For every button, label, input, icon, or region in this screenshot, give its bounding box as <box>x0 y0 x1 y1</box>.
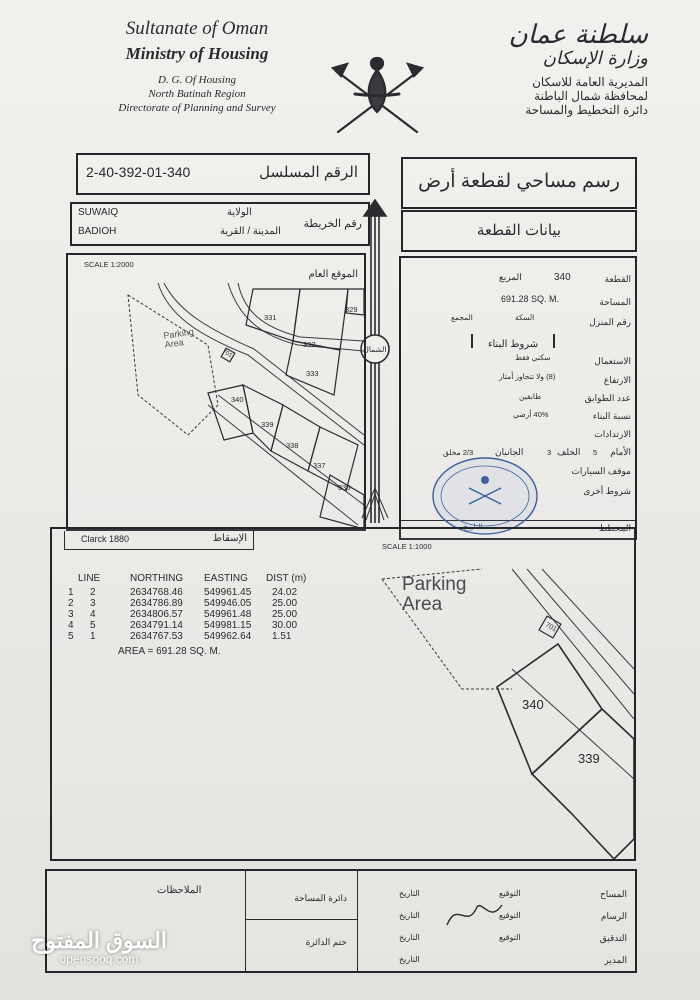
table-cell: 1.51 <box>272 631 292 642</box>
table-cell: 25.00 <box>272 609 298 620</box>
header-en-line2: Ministry of Housing <box>125 44 269 63</box>
table-cell: 2634786.89 <box>130 598 183 609</box>
height-label: الارتفاع <box>603 375 631 385</box>
table-row <box>68 620 338 631</box>
header-ar-line3: المديرية العامة للاسكان <box>532 75 648 89</box>
header-ar-line5: دائرة التخطيط والمساحة <box>525 103 648 117</box>
table-cell: 2634768.46 <box>130 587 183 598</box>
house-sub-label: المجمع <box>451 313 473 322</box>
area-summary: AREA = 691.28 SQ. M. <box>118 646 221 657</box>
table-cell: 3 <box>68 609 74 620</box>
plot-data-header: بيانات القطعة <box>476 222 562 239</box>
header-ar <box>430 20 648 117</box>
use-value: سكني فقط <box>515 353 551 362</box>
area-value: 691.28 SQ. M. <box>501 294 560 304</box>
gen-plot-338: 338 <box>286 441 299 450</box>
table-cell: 549981.15 <box>204 620 252 631</box>
cadastral-map-drawing <box>352 559 634 859</box>
projection-box <box>64 531 254 550</box>
back-label: الخلف <box>557 447 581 457</box>
coordinates-table <box>68 573 338 657</box>
watermark-latin: opensooq.com <box>59 952 139 966</box>
table-cell: 4 <box>68 620 74 631</box>
location-box <box>70 202 370 246</box>
sides-value: 2/3 مخلق <box>443 448 474 457</box>
document-title: رسم مساحي لقطعة أرض <box>418 171 620 192</box>
gen-plot-332: 332 <box>303 340 316 349</box>
table-row <box>68 609 338 620</box>
footer-divider-2 <box>357 871 358 971</box>
setbacks-label: الارتدادات <box>594 429 631 439</box>
sides-label: الجانبان <box>495 447 524 457</box>
cad-small-label: 701 <box>544 621 558 634</box>
ratio-value: 40% أرضي <box>513 410 549 419</box>
village-label: المدينة / القرية <box>220 226 281 237</box>
header-ar-line1: سلطنة عمان <box>508 20 648 50</box>
table-body <box>68 587 338 642</box>
header-en-line4: North Batinah Region <box>148 88 246 100</box>
stamp-date-label: التاريخ <box>463 522 483 531</box>
north-label: الشمال <box>363 345 387 354</box>
ratio-label: نسبة البناء <box>592 411 631 421</box>
table-row <box>68 631 338 642</box>
date-label-4: التاريخ <box>399 955 420 964</box>
plot-label: القطعة <box>604 274 631 284</box>
table-header-row <box>68 573 338 587</box>
table-cell: 30.00 <box>272 620 298 631</box>
front-label: الأمام <box>610 447 631 457</box>
role-1: المساح <box>599 889 627 899</box>
notes-label: الملاحظات <box>157 885 202 896</box>
general-scale: SCALE 1:2000 <box>84 260 134 269</box>
gen-plot-337: 337 <box>313 461 326 470</box>
gen-small-label: 701 <box>221 348 233 360</box>
dept-stamp-label: ختم الدائرة <box>305 937 347 947</box>
table-cell: 5 <box>68 631 74 642</box>
plan-label: المخطط <box>598 523 631 533</box>
table-row <box>68 598 338 609</box>
header-en-line5: Directorate of Planning and Survey <box>118 102 276 114</box>
cadastral-box <box>50 527 636 861</box>
footer-divider-3 <box>245 919 357 920</box>
house-type-label: السكة <box>515 313 535 322</box>
gen-plot-331: 331 <box>264 313 277 322</box>
table-cell: 25.00 <box>272 598 298 609</box>
date-label-2: التاريخ <box>399 911 420 920</box>
header-ar-line2: وزارة الإسكان <box>542 48 648 69</box>
table-cell: 5 <box>90 620 96 631</box>
table-cell: 2634767.53 <box>130 631 183 642</box>
back-value: 3 <box>547 448 552 457</box>
front-value: 5 <box>593 448 598 457</box>
opensooq-watermark <box>24 928 174 966</box>
table-cell: 2 <box>90 587 96 598</box>
col-easting-header: EASTING <box>204 573 248 584</box>
plot-value: 340 <box>554 272 571 283</box>
table-cell: 1 <box>68 587 74 598</box>
official-stamp-icon <box>429 454 541 538</box>
role-2: الرسام <box>600 911 627 921</box>
height-value: (8) ولا تتجاوز أمتار <box>499 372 556 381</box>
serial-label: الرقم المسلسل <box>259 164 358 181</box>
col-northing-header: NORTHING <box>130 573 184 584</box>
col-dist-header: DIST (m) <box>266 573 307 584</box>
role-3: التدقيق <box>599 933 627 943</box>
gen-plot-336: 336 <box>338 483 351 492</box>
general-map-drawing <box>68 255 364 529</box>
serial-value: 2-40-392-01-340 <box>86 164 191 180</box>
table-cell: 549946.05 <box>204 598 252 609</box>
clarck-label: Clarck 1880 <box>81 534 130 544</box>
gen-plot-339: 339 <box>261 420 274 429</box>
sig-label-1: التوقيع <box>499 889 521 898</box>
table-cell: 4 <box>90 609 96 620</box>
table-cell: 549961.48 <box>204 609 252 620</box>
watermark-arabic: السوق المفتوح <box>31 928 167 953</box>
wilayat-label: الولاية <box>227 207 252 218</box>
header-en-line3: D. G. Of Housing <box>158 74 236 86</box>
table-cell: 549961.45 <box>204 587 252 598</box>
projection-label: الإسقاط <box>212 533 247 544</box>
gen-plot-340: 340 <box>231 395 244 404</box>
building-conditions-label: شروط البناء <box>487 339 539 350</box>
national-emblem-icon <box>325 50 430 140</box>
gen-plot-333: 333 <box>306 369 319 378</box>
cad-plot-339: 339 <box>578 751 600 766</box>
serial-box <box>76 153 370 195</box>
house-no-label: رقم المنزل <box>589 317 631 327</box>
floors-label: عدد الطوابق <box>584 393 631 403</box>
map-no-label: رقم الخريطة <box>303 218 362 230</box>
general-location-map <box>66 253 366 531</box>
village-value: BADIOH <box>78 226 117 237</box>
date-label-3: التاريخ <box>399 933 420 942</box>
wilayat-value: SUWAIQ <box>78 207 119 218</box>
table-cell: 2634806.57 <box>130 609 183 620</box>
area-label: المساحة <box>599 297 631 307</box>
floors-value: طابقين <box>519 392 542 401</box>
cadastral-parking-label: Parking Area <box>402 574 467 615</box>
header-ar-line4: لمحافظة شمال الباطنة <box>534 89 648 103</box>
header-en-line1: Sultanate of Oman <box>125 18 269 39</box>
sig-label-3: التوقيع <box>499 933 521 942</box>
table-cell: 24.02 <box>272 587 298 598</box>
use-label: الاستعمال <box>594 356 631 366</box>
other-conditions-label: شروط أخرى <box>583 486 631 496</box>
table-cell: 2 <box>68 598 74 609</box>
signature-mark-icon <box>442 895 512 935</box>
plot-data-header-box <box>401 210 637 252</box>
role-4: المدير <box>604 955 627 965</box>
plot-details-box <box>399 256 637 540</box>
header-en <box>92 18 302 114</box>
cadastral-scale: SCALE 1:1000 <box>382 542 432 551</box>
table-cell: 1 <box>90 631 96 642</box>
sig-label-2: التوقيع <box>499 911 521 920</box>
table-row <box>68 587 338 598</box>
title-box <box>401 157 637 209</box>
col-line-header: LINE <box>78 573 101 584</box>
cad-plot-340: 340 <box>522 697 544 712</box>
table-cell: 2634791.14 <box>130 620 183 631</box>
parking-label: موقف السيارات <box>571 466 631 476</box>
date-label-1: التاريخ <box>399 889 420 898</box>
block-label: المربع <box>499 272 522 282</box>
building-conditions-banner <box>471 334 555 348</box>
general-location-label: الموقع العام <box>308 269 358 280</box>
gen-plot-329: 329 <box>345 305 358 314</box>
survey-dept-label: دائرة المساحة <box>294 893 347 903</box>
table-cell: 549962.64 <box>204 631 252 642</box>
footer-divider-1 <box>245 871 246 971</box>
general-parking-label: Parking Area <box>162 326 195 350</box>
table-cell: 3 <box>90 598 96 609</box>
